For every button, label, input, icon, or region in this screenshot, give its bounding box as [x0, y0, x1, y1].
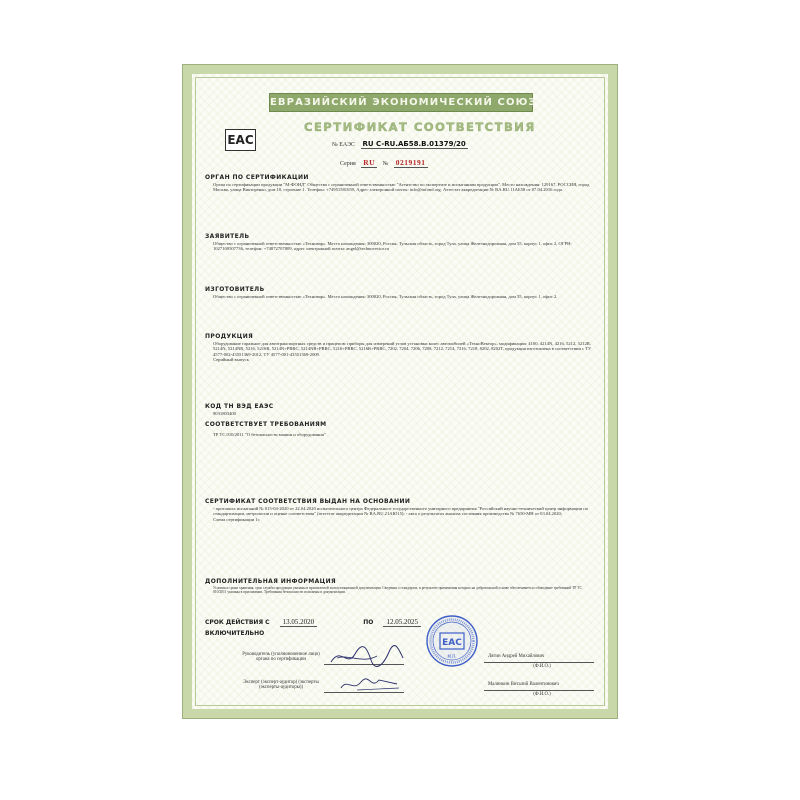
series-value: RU — [363, 158, 376, 167]
section-heading: ОРГАН ПО СЕРТИФИКАЦИИ — [205, 174, 309, 181]
head-name: Лягин Андрей Михайлович — [488, 654, 545, 659]
inclusive-row — [205, 630, 598, 642]
expert-name-caption: (Ф.И.О.) — [533, 692, 551, 697]
section-heading: ИЗГОТОВИТЕЛЬ — [205, 286, 265, 293]
stamp-mp: М.П. — [447, 654, 457, 659]
serial-row — [340, 158, 432, 167]
section-heading: СЕРТИФИКАТ СООТВЕТСТВИЯ ВЫДАН НА ОСНОВАНИИ — [205, 498, 411, 505]
section-additional — [205, 579, 598, 594]
section-text: Оборудование гаражное для автотранспортных средств и прицепов: приборы для измерений углов установки колес автомобилей «ТехноВектор», модификации: 4100, 4214N, 4216, 5212, 5212R, 5214N, 5214NR, 5216, 5216R, 5214N+PRRC, 5214NR+PRRC, 5216+PRRC, 5216R+PRRC, 7202, 7204, 7206, 7208, 7212, 7214, 7216, 7218, 8202, 8202T, продукция изготовлена в соответствии с ТУ 4577-002-43551369-2012, ТУ 4577-001-43551369-2009. — [213, 340, 592, 357]
valid-from-label: СРОК ДЕЙСТВИЯ С — [205, 619, 270, 626]
valid-to-label: ПО — [363, 619, 374, 626]
section-hs-code — [205, 404, 598, 416]
section-product — [205, 334, 598, 363]
serial-prefix: № — [382, 161, 389, 167]
eac-logo: ЕАС — [225, 129, 256, 151]
head-name-caption: (Ф.И.О.) — [533, 664, 551, 669]
section-basis — [205, 499, 598, 522]
section-text: Условия и сроки хранения, срок службы продукции указаны в прилагаемой эксплуатационной документации. Сведения о стандартах, в результате применения которых на добровольной основе обеспечивается соблюдение требований ТР ТС 010/2011 указаны в приложении. Требования безопасности изложены в документации. — [213, 585, 582, 594]
certificate-number: RU C-RU.АБ58.В.01379/20 — [362, 140, 466, 148]
section-heading: ПРОДУКЦИЯ — [205, 333, 254, 340]
section-text: ТР ТС 010/2011 "О безопасности машин и оборудования" — [213, 431, 326, 437]
section-requirements — [205, 422, 598, 437]
head-signature — [327, 644, 407, 670]
section-text: Общество с ограниченной ответственностью «Техновар». Место нахождения: 300020, Россия, Тульская область, город Тула, улица Железнодорожная, дом 55, корпус 1, офис 2. — [213, 293, 558, 299]
expert-name: Малинкин Виталий Валентинович — [488, 682, 559, 687]
certificate-title: СЕРТИФИКАТ СООТВЕТСТВИЯ — [304, 120, 536, 134]
section-certification-body — [205, 175, 598, 193]
section-text: 9031803400 — [213, 410, 236, 416]
inclusive-label: ВКЛЮЧИТЕЛЬНО — [205, 630, 265, 637]
certificate-sheet — [183, 65, 617, 718]
section-applicant — [205, 234, 598, 252]
stamp-logo-text: ЕАС — [442, 638, 462, 648]
series-note: Серийный выпуск — [213, 357, 249, 363]
scheme-note: Схема сертификации 1с — [213, 516, 260, 522]
eac-stamp — [425, 614, 479, 668]
serial-number: 0219191 — [395, 158, 426, 167]
head-name-line — [484, 662, 594, 663]
series-label: Серия — [340, 161, 356, 167]
section-heading: ДОПОЛНИТЕЛЬНАЯ ИНФОРМАЦИЯ — [205, 578, 337, 585]
certificate-frame — [195, 77, 605, 706]
section-heading: СООТВЕТСТВУЕТ ТРЕБОВАНИЯМ — [205, 421, 327, 428]
section-manufacturer — [205, 287, 598, 299]
expert-role: Эксперт (эксперт-аудитор) (эксперты (эксперты-аудиторы)) — [243, 680, 319, 691]
union-banner: ЕВРАЗИЙСКИЙ ЭКОНОМИЧЕСКИЙ СОЮЗ — [269, 93, 533, 112]
section-heading: ЗАЯВИТЕЛЬ — [205, 233, 250, 240]
valid-from-date: 13.05.2020 — [280, 618, 318, 627]
section-heading: КОД ТН ВЭД ЕАЭС — [205, 403, 274, 410]
expert-signature — [337, 672, 407, 696]
valid-to-date: 12.05.2025 — [383, 618, 421, 627]
certificate-number-label: № ЕАЭС — [332, 142, 356, 148]
certificate-number-row — [332, 140, 468, 148]
section-text: Общество с ограниченной ответственностью «Техновар». Место нахождения: 300020, Россия, Тульская область, город Тула, улица Железнодорожная, дом 55, корпус 1, офис 2, ОГРН: 1027100507736, телефон: +74872707809, адрес электронной почты: angel@technovector.ru — [213, 240, 572, 252]
validity-row — [205, 618, 598, 630]
expert-name-line — [484, 690, 594, 691]
head-role: Руководитель (уполномоченное лицо) органа по сертификации — [242, 652, 320, 663]
section-text: - протокола испытаний № 015-04-2020 от 22.04.2020 испытательного центра Федерального государственного унитарного предприятия "Российский научно-технический центр информации по стандартизации, метрологии и оценке соответствия" (аттестат аккредитации № RA.RU.21АЮ15); - акта о результатах анализа состояния производства № 7650-МН от 03.04.2020; — [213, 505, 589, 517]
section-text: Орган по сертификации продукции "М-ФОНД" Общества с ограниченной ответственностью "Агентство по экспертизе и испытаниям продукции". Место нахождения: 129167, РОССИЯ, город Москва, улица Викторенко, дом 18, строение 1. Телефон: +74951581659, Адрес электронной почты: info@mfond.org. Аттестат аккредитации № RA.RU.11АБ58 от 07.04.2016 года. — [213, 181, 590, 193]
